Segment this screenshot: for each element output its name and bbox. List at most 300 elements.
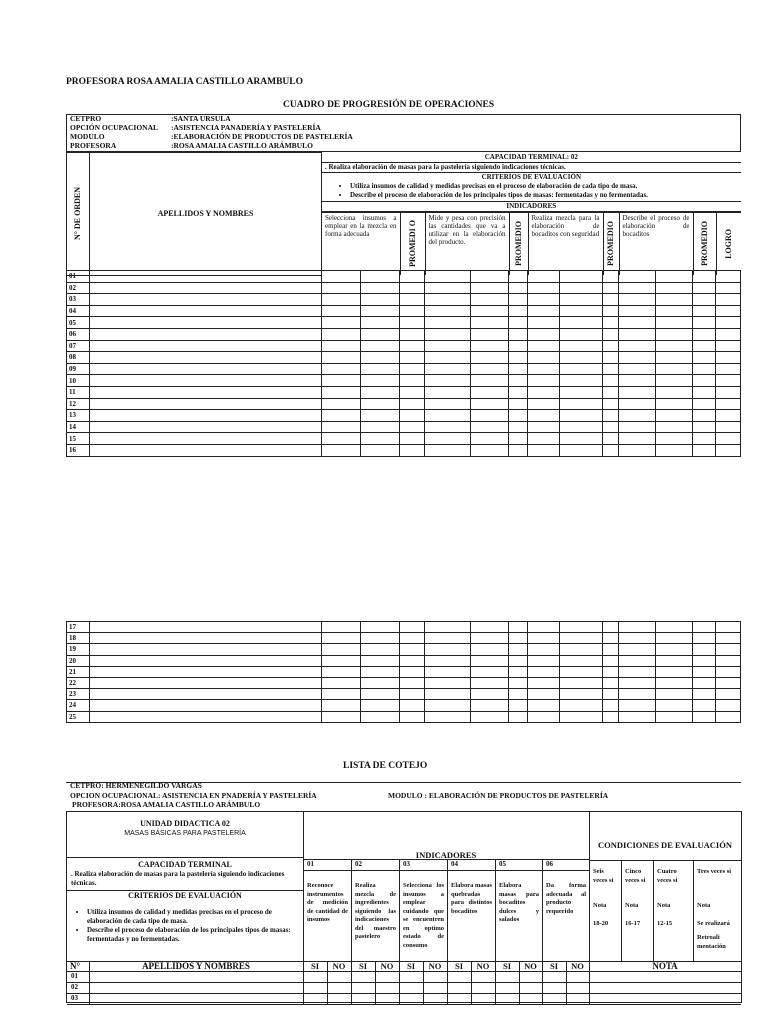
grade-cell[interactable] (656, 271, 693, 283)
grade-cell[interactable] (603, 711, 619, 722)
grade-cell[interactable] (603, 282, 619, 294)
grade-cell[interactable] (603, 305, 619, 317)
grade-cell[interactable] (400, 340, 425, 352)
grade-cell[interactable] (603, 433, 619, 445)
grade-cell[interactable] (716, 622, 741, 633)
grade-cell[interactable] (619, 711, 656, 722)
grade-cell[interactable] (425, 444, 471, 456)
grade-cell[interactable] (90, 386, 322, 398)
grade-cell[interactable] (471, 271, 509, 283)
grade-cell[interactable] (471, 633, 509, 644)
grade-cell[interactable] (471, 711, 509, 722)
grade-cell[interactable] (361, 352, 400, 364)
grade-cell[interactable] (693, 677, 716, 688)
grade-cell[interactable] (693, 317, 716, 329)
grade-cell[interactable] (471, 677, 509, 688)
grade-cell[interactable] (400, 398, 425, 410)
grade-cell[interactable] (560, 666, 603, 677)
grade-cell[interactable] (90, 352, 322, 364)
grade-cell[interactable] (560, 622, 603, 633)
grade-cell[interactable] (560, 271, 603, 283)
grade-cell[interactable] (619, 363, 656, 375)
grade-cell[interactable] (322, 294, 361, 306)
grade-cell[interactable] (716, 375, 741, 387)
grade-cell[interactable] (361, 433, 400, 445)
grade-cell[interactable] (509, 340, 528, 352)
grade-cell[interactable] (361, 622, 400, 633)
grade-cell[interactable] (560, 633, 603, 644)
grade-cell[interactable] (509, 398, 528, 410)
grade-cell[interactable] (528, 398, 560, 410)
grade-cell[interactable] (400, 317, 425, 329)
grade-cell[interactable] (619, 622, 656, 633)
grade-cell[interactable] (400, 294, 425, 306)
grade-cell[interactable] (90, 271, 322, 283)
grade-cell[interactable] (425, 622, 471, 633)
grade-cell[interactable] (619, 700, 656, 711)
grade-cell[interactable] (471, 421, 509, 433)
grade-cell[interactable] (528, 305, 560, 317)
grade-cell[interactable] (361, 421, 400, 433)
grade-cell[interactable] (425, 700, 471, 711)
grade-cell[interactable] (560, 294, 603, 306)
grade-cell[interactable] (560, 282, 603, 294)
grade-cell[interactable] (656, 666, 693, 677)
grade-cell[interactable] (90, 410, 322, 422)
grade-cell[interactable] (656, 410, 693, 422)
grade-cell[interactable] (693, 398, 716, 410)
grade-cell[interactable] (471, 352, 509, 364)
grade-cell[interactable] (322, 711, 361, 722)
grade-cell[interactable] (90, 433, 322, 445)
grade-cell[interactable] (693, 644, 716, 655)
grade-cell[interactable] (471, 363, 509, 375)
grade-cell[interactable] (603, 700, 619, 711)
grade-cell[interactable] (90, 666, 322, 677)
grade-cell[interactable] (322, 352, 361, 364)
grade-cell[interactable] (528, 294, 560, 306)
grade-cell[interactable] (693, 421, 716, 433)
grade-cell[interactable] (425, 644, 471, 655)
grade-cell[interactable] (90, 700, 322, 711)
grade-cell[interactable] (619, 689, 656, 700)
grade-cell[interactable] (560, 655, 603, 666)
grade-cell[interactable] (509, 421, 528, 433)
grade-cell[interactable] (509, 282, 528, 294)
grade-cell[interactable] (528, 317, 560, 329)
grade-cell[interactable] (716, 633, 741, 644)
grade-cell[interactable] (400, 644, 425, 655)
grade-cell[interactable] (90, 363, 322, 375)
grade-cell[interactable] (528, 340, 560, 352)
grade-cell[interactable] (509, 666, 528, 677)
grade-cell[interactable] (656, 444, 693, 456)
grade-cell[interactable] (716, 271, 741, 283)
grade-cell[interactable] (90, 317, 322, 329)
grade-cell[interactable] (90, 282, 322, 294)
grade-cell[interactable] (528, 352, 560, 364)
grade-cell[interactable] (361, 271, 400, 283)
grade-cell[interactable] (425, 711, 471, 722)
grade-cell[interactable] (400, 328, 425, 340)
grade-cell[interactable] (603, 655, 619, 666)
grade-cell[interactable] (400, 444, 425, 456)
grade-cell[interactable] (400, 282, 425, 294)
grade-cell[interactable] (509, 700, 528, 711)
grade-cell[interactable] (716, 655, 741, 666)
grade-cell[interactable] (619, 444, 656, 456)
grade-cell[interactable] (619, 386, 656, 398)
grade-cell[interactable] (528, 633, 560, 644)
grade-cell[interactable] (471, 410, 509, 422)
grade-cell[interactable] (560, 700, 603, 711)
grade-cell[interactable] (425, 363, 471, 375)
grade-cell[interactable] (656, 655, 693, 666)
grade-cell[interactable] (603, 317, 619, 329)
grade-cell[interactable] (90, 655, 322, 666)
grade-cell[interactable] (716, 352, 741, 364)
grade-cell[interactable] (425, 375, 471, 387)
grade-cell[interactable] (693, 444, 716, 456)
grade-cell[interactable] (425, 410, 471, 422)
grade-cell[interactable] (716, 363, 741, 375)
grade-cell[interactable] (361, 282, 400, 294)
grade-cell[interactable] (528, 328, 560, 340)
grade-cell[interactable] (560, 421, 603, 433)
grade-cell[interactable] (619, 398, 656, 410)
grade-cell[interactable] (361, 655, 400, 666)
grade-cell[interactable] (322, 398, 361, 410)
grade-cell[interactable] (425, 398, 471, 410)
grade-cell[interactable] (509, 644, 528, 655)
grade-cell[interactable] (90, 633, 322, 644)
grade-cell[interactable] (716, 689, 741, 700)
grade-cell[interactable] (361, 711, 400, 722)
grade-cell[interactable] (693, 328, 716, 340)
table-row[interactable] (67, 993, 741, 994)
grade-cell[interactable] (322, 305, 361, 317)
grade-cell[interactable] (603, 386, 619, 398)
grade-cell[interactable] (716, 340, 741, 352)
grade-cell[interactable] (322, 271, 361, 283)
grade-cell[interactable] (471, 666, 509, 677)
grade-cell[interactable] (361, 317, 400, 329)
grade-cell[interactable] (716, 305, 741, 317)
grade-cell[interactable] (400, 363, 425, 375)
grade-cell[interactable] (656, 398, 693, 410)
grade-cell[interactable] (509, 363, 528, 375)
grade-cell[interactable] (471, 398, 509, 410)
grade-cell[interactable] (322, 677, 361, 688)
grade-cell[interactable] (322, 644, 361, 655)
grade-cell[interactable] (528, 271, 560, 283)
grade-cell[interactable] (528, 410, 560, 422)
grade-cell[interactable] (619, 305, 656, 317)
grade-cell[interactable] (90, 340, 322, 352)
grade-cell[interactable] (361, 328, 400, 340)
grade-cell[interactable] (560, 375, 603, 387)
grade-cell[interactable] (693, 622, 716, 633)
grade-cell[interactable] (322, 340, 361, 352)
grade-cell[interactable] (400, 700, 425, 711)
grade-cell[interactable] (693, 375, 716, 387)
grade-cell[interactable] (603, 328, 619, 340)
grade-cell[interactable] (603, 689, 619, 700)
grade-cell[interactable] (322, 282, 361, 294)
grade-cell[interactable] (716, 398, 741, 410)
grade-cell[interactable] (425, 666, 471, 677)
grade-cell[interactable] (400, 622, 425, 633)
grade-cell[interactable] (693, 363, 716, 375)
grade-cell[interactable] (528, 282, 560, 294)
grade-cell[interactable] (425, 328, 471, 340)
grade-cell[interactable] (560, 305, 603, 317)
grade-cell[interactable] (509, 689, 528, 700)
grade-cell[interactable] (471, 433, 509, 445)
grade-cell[interactable] (656, 633, 693, 644)
grade-cell[interactable] (656, 317, 693, 329)
grade-cell[interactable] (716, 282, 741, 294)
grade-cell[interactable] (619, 271, 656, 283)
grade-cell[interactable] (693, 340, 716, 352)
grade-cell[interactable] (322, 317, 361, 329)
grade-cell[interactable] (528, 677, 560, 688)
grade-cell[interactable] (656, 340, 693, 352)
grade-cell[interactable] (471, 305, 509, 317)
grade-cell[interactable] (560, 444, 603, 456)
grade-cell[interactable] (509, 317, 528, 329)
grade-cell[interactable] (619, 644, 656, 655)
grade-cell[interactable] (322, 363, 361, 375)
grade-cell[interactable] (560, 363, 603, 375)
grade-cell[interactable] (656, 421, 693, 433)
grade-cell[interactable] (560, 398, 603, 410)
grade-cell[interactable] (361, 689, 400, 700)
grade-cell[interactable] (471, 282, 509, 294)
grade-cell[interactable] (509, 294, 528, 306)
grade-cell[interactable] (528, 700, 560, 711)
grade-cell[interactable] (90, 375, 322, 387)
grade-cell[interactable] (509, 352, 528, 364)
grade-cell[interactable] (656, 622, 693, 633)
table-row[interactable] (67, 982, 741, 983)
grade-cell[interactable] (603, 363, 619, 375)
grade-cell[interactable] (560, 433, 603, 445)
grade-cell[interactable] (425, 317, 471, 329)
grade-cell[interactable] (90, 305, 322, 317)
grade-cell[interactable] (693, 271, 716, 283)
grade-cell[interactable] (425, 340, 471, 352)
grade-cell[interactable] (619, 666, 656, 677)
grade-cell[interactable] (560, 352, 603, 364)
grade-cell[interactable] (90, 444, 322, 456)
grade-cell[interactable] (400, 271, 425, 283)
grade-cell[interactable] (361, 305, 400, 317)
grade-cell[interactable] (716, 328, 741, 340)
grade-cell[interactable] (603, 375, 619, 387)
grade-cell[interactable] (400, 375, 425, 387)
grade-cell[interactable] (716, 433, 741, 445)
grade-cell[interactable] (560, 340, 603, 352)
grade-cell[interactable] (425, 677, 471, 688)
grade-cell[interactable] (471, 622, 509, 633)
grade-cell[interactable] (509, 305, 528, 317)
grade-cell[interactable] (425, 305, 471, 317)
grade-cell[interactable] (322, 386, 361, 398)
grade-cell[interactable] (560, 711, 603, 722)
grade-cell[interactable] (471, 655, 509, 666)
grade-cell[interactable] (528, 711, 560, 722)
grade-cell[interactable] (322, 433, 361, 445)
grade-cell[interactable] (560, 644, 603, 655)
grade-cell[interactable] (471, 317, 509, 329)
grade-cell[interactable] (425, 433, 471, 445)
grade-cell[interactable] (509, 328, 528, 340)
grade-cell[interactable] (509, 622, 528, 633)
grade-cell[interactable] (400, 655, 425, 666)
grade-cell[interactable] (90, 622, 322, 633)
grade-cell[interactable] (509, 375, 528, 387)
grade-cell[interactable] (400, 410, 425, 422)
grade-cell[interactable] (619, 410, 656, 422)
grade-cell[interactable] (90, 689, 322, 700)
grade-cell[interactable] (361, 444, 400, 456)
grade-cell[interactable] (425, 282, 471, 294)
grade-cell[interactable] (693, 633, 716, 644)
grade-cell[interactable] (603, 677, 619, 688)
grade-cell[interactable] (471, 700, 509, 711)
grade-cell[interactable] (693, 655, 716, 666)
grade-cell[interactable] (528, 444, 560, 456)
grade-cell[interactable] (322, 655, 361, 666)
grade-cell[interactable] (400, 633, 425, 644)
grade-cell[interactable] (656, 700, 693, 711)
grade-cell[interactable] (528, 666, 560, 677)
grade-cell[interactable] (361, 666, 400, 677)
grade-cell[interactable] (693, 711, 716, 722)
grade-cell[interactable] (716, 644, 741, 655)
grade-cell[interactable] (603, 644, 619, 655)
grade-cell[interactable] (603, 633, 619, 644)
grade-cell[interactable] (322, 444, 361, 456)
grade-cell[interactable] (619, 677, 656, 688)
grade-cell[interactable] (603, 444, 619, 456)
grade-cell[interactable] (560, 410, 603, 422)
grade-cell[interactable] (656, 689, 693, 700)
grade-cell[interactable] (619, 294, 656, 306)
grade-cell[interactable] (361, 363, 400, 375)
grade-cell[interactable] (471, 644, 509, 655)
grade-cell[interactable] (90, 421, 322, 433)
grade-cell[interactable] (603, 666, 619, 677)
grade-cell[interactable] (619, 433, 656, 445)
grade-cell[interactable] (322, 689, 361, 700)
grade-cell[interactable] (656, 711, 693, 722)
grade-cell[interactable] (656, 375, 693, 387)
grade-cell[interactable] (656, 328, 693, 340)
grade-cell[interactable] (619, 421, 656, 433)
grade-cell[interactable] (693, 282, 716, 294)
grade-cell[interactable] (400, 386, 425, 398)
grade-cell[interactable] (322, 633, 361, 644)
grade-cell[interactable] (322, 622, 361, 633)
grade-cell[interactable] (322, 666, 361, 677)
grade-cell[interactable] (603, 352, 619, 364)
grade-cell[interactable] (560, 677, 603, 688)
grade-cell[interactable] (361, 633, 400, 644)
grade-cell[interactable] (425, 421, 471, 433)
grade-cell[interactable] (509, 444, 528, 456)
grade-cell[interactable] (693, 294, 716, 306)
grade-cell[interactable] (716, 294, 741, 306)
grade-cell[interactable] (528, 689, 560, 700)
grade-cell[interactable] (90, 398, 322, 410)
grade-cell[interactable] (528, 363, 560, 375)
table-row[interactable] (67, 1004, 741, 1005)
grade-cell[interactable] (361, 677, 400, 688)
grade-cell[interactable] (322, 328, 361, 340)
grade-cell[interactable] (425, 655, 471, 666)
grade-cell[interactable] (716, 386, 741, 398)
grade-cell[interactable] (322, 700, 361, 711)
grade-cell[interactable] (693, 700, 716, 711)
grade-cell[interactable] (90, 294, 322, 306)
grade-cell[interactable] (716, 410, 741, 422)
grade-cell[interactable] (560, 689, 603, 700)
grade-cell[interactable] (716, 317, 741, 329)
grade-cell[interactable] (619, 375, 656, 387)
grade-cell[interactable] (528, 644, 560, 655)
grade-cell[interactable] (656, 363, 693, 375)
grade-cell[interactable] (400, 666, 425, 677)
grade-cell[interactable] (603, 294, 619, 306)
grade-cell[interactable] (471, 444, 509, 456)
grade-cell[interactable] (322, 410, 361, 422)
grade-cell[interactable] (471, 375, 509, 387)
grade-cell[interactable] (716, 711, 741, 722)
grade-cell[interactable] (509, 271, 528, 283)
grade-cell[interactable] (619, 655, 656, 666)
grade-cell[interactable] (425, 294, 471, 306)
grade-cell[interactable] (322, 375, 361, 387)
grade-cell[interactable] (471, 340, 509, 352)
grade-cell[interactable] (361, 398, 400, 410)
grade-cell[interactable] (528, 375, 560, 387)
grade-cell[interactable] (400, 711, 425, 722)
grade-cell[interactable] (509, 386, 528, 398)
grade-cell[interactable] (400, 421, 425, 433)
grade-cell[interactable] (528, 386, 560, 398)
grade-cell[interactable] (400, 433, 425, 445)
grade-cell[interactable] (90, 644, 322, 655)
grade-cell[interactable] (509, 633, 528, 644)
grade-cell[interactable] (560, 328, 603, 340)
grade-cell[interactable] (361, 386, 400, 398)
grade-cell[interactable] (603, 410, 619, 422)
grade-cell[interactable] (509, 711, 528, 722)
grade-cell[interactable] (656, 433, 693, 445)
grade-cell[interactable] (656, 677, 693, 688)
grade-cell[interactable] (361, 340, 400, 352)
grade-cell[interactable] (619, 317, 656, 329)
grade-cell[interactable] (361, 375, 400, 387)
grade-cell[interactable] (619, 282, 656, 294)
grade-cell[interactable] (528, 421, 560, 433)
grade-cell[interactable] (471, 689, 509, 700)
grade-cell[interactable] (425, 352, 471, 364)
grade-cell[interactable] (656, 644, 693, 655)
grade-cell[interactable] (425, 633, 471, 644)
